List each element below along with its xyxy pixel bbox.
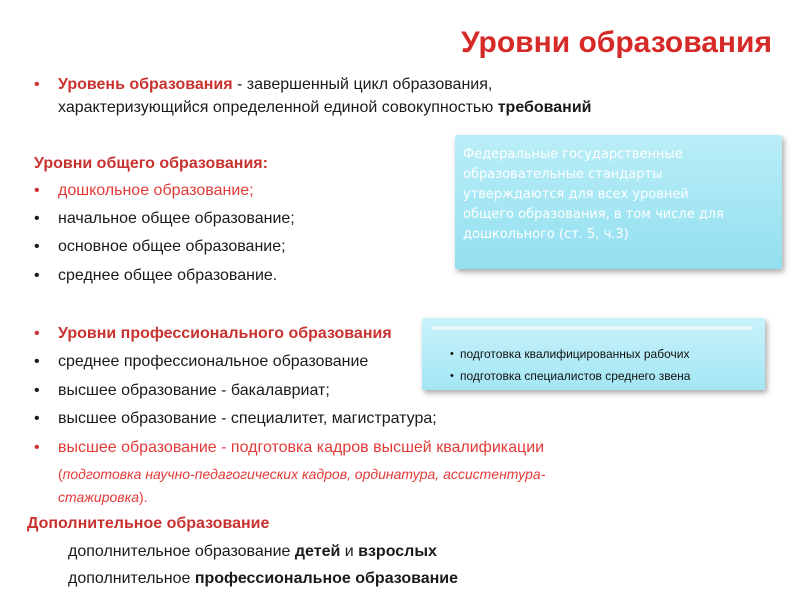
bullet-icon: • — [34, 439, 40, 456]
spo-item: подготовка квалифицированных рабочих — [460, 347, 690, 361]
general-heading: Уровни общего образования: — [34, 155, 268, 172]
professional-item: высшее образование - специалитет, магистратура; — [58, 410, 437, 427]
definition-line-1 — [58, 74, 492, 96]
callout-line: дошкольного (ст. 5, ч.3) — [463, 227, 629, 242]
general-item: среднее общее образование. — [58, 267, 278, 284]
additional-item-1-mid: и — [340, 543, 359, 560]
slide-title: Уровни образования — [460, 26, 772, 59]
standards-callout — [455, 135, 782, 269]
additional-heading: Дополнительное образование — [27, 515, 270, 532]
bullet-icon: • — [34, 238, 40, 255]
professional-note-1 — [58, 463, 545, 485]
additional-item-2-text: дополнительное — [68, 570, 195, 587]
bullet-icon: • — [34, 325, 40, 342]
bullet-icon: • — [34, 76, 40, 93]
definition-text-1: - завершенный цикл образования, — [232, 76, 493, 93]
callout-line: образовательные стандарты — [463, 167, 663, 182]
bullet-icon: • — [34, 353, 40, 370]
definition-line-2 — [58, 97, 592, 119]
bullet-icon: • — [34, 382, 40, 399]
callout-line: утверждаются для всех уровней — [463, 187, 689, 202]
callout-highlight-strip — [432, 326, 752, 330]
bullet-icon: • — [34, 267, 40, 284]
spo-item: подготовка специалистов среднего звена — [460, 369, 691, 383]
definition-text-2: характеризующийся определенной единой совокупностью — [58, 99, 498, 116]
note-open-paren: ( — [58, 466, 63, 482]
bullet-icon: • — [450, 370, 454, 382]
callout-line: общего образования, в том числе для — [463, 207, 724, 222]
additional-item-1-text: дополнительное образование — [68, 543, 295, 560]
additional-item-1 — [68, 541, 437, 563]
note-text-1: подготовка научно-педагогических кадров, ординатура, ассистентура- — [62, 466, 546, 482]
standards-callout-text — [463, 145, 775, 245]
additional-item-2-bold: профессиональное образование — [194, 570, 459, 587]
bullet-icon: • — [34, 410, 40, 427]
general-item: основное общее образование; — [58, 238, 286, 255]
additional-item-1-bold-1: детей — [294, 543, 341, 560]
additional-item-1-bold-2: взрослых — [358, 543, 437, 560]
general-item: дошкольное образование; — [58, 182, 254, 199]
callout-line: Федеральные государственные — [463, 147, 683, 162]
professional-item: среднее профессиональное образование — [58, 353, 369, 370]
additional-item-2 — [68, 568, 458, 590]
definition-bold-word: требований — [497, 99, 592, 116]
bullet-icon: • — [450, 348, 454, 360]
note-text-2: стажировка — [58, 489, 139, 505]
spo-callout — [422, 318, 765, 390]
professional-note-2 — [58, 486, 148, 508]
professional-item: высшее образование - бакалавриат; — [58, 382, 330, 399]
definition-term: Уровень образования — [58, 76, 233, 93]
professional-heading: Уровни профессионального образования — [58, 325, 392, 342]
bullet-icon: • — [34, 182, 40, 199]
professional-item: высшее образование - подготовка кадров высшей квалификации — [58, 439, 545, 456]
general-item: начальное общее образование; — [58, 210, 295, 227]
note-close-paren: ). — [139, 489, 148, 505]
bullet-icon: • — [34, 210, 40, 227]
